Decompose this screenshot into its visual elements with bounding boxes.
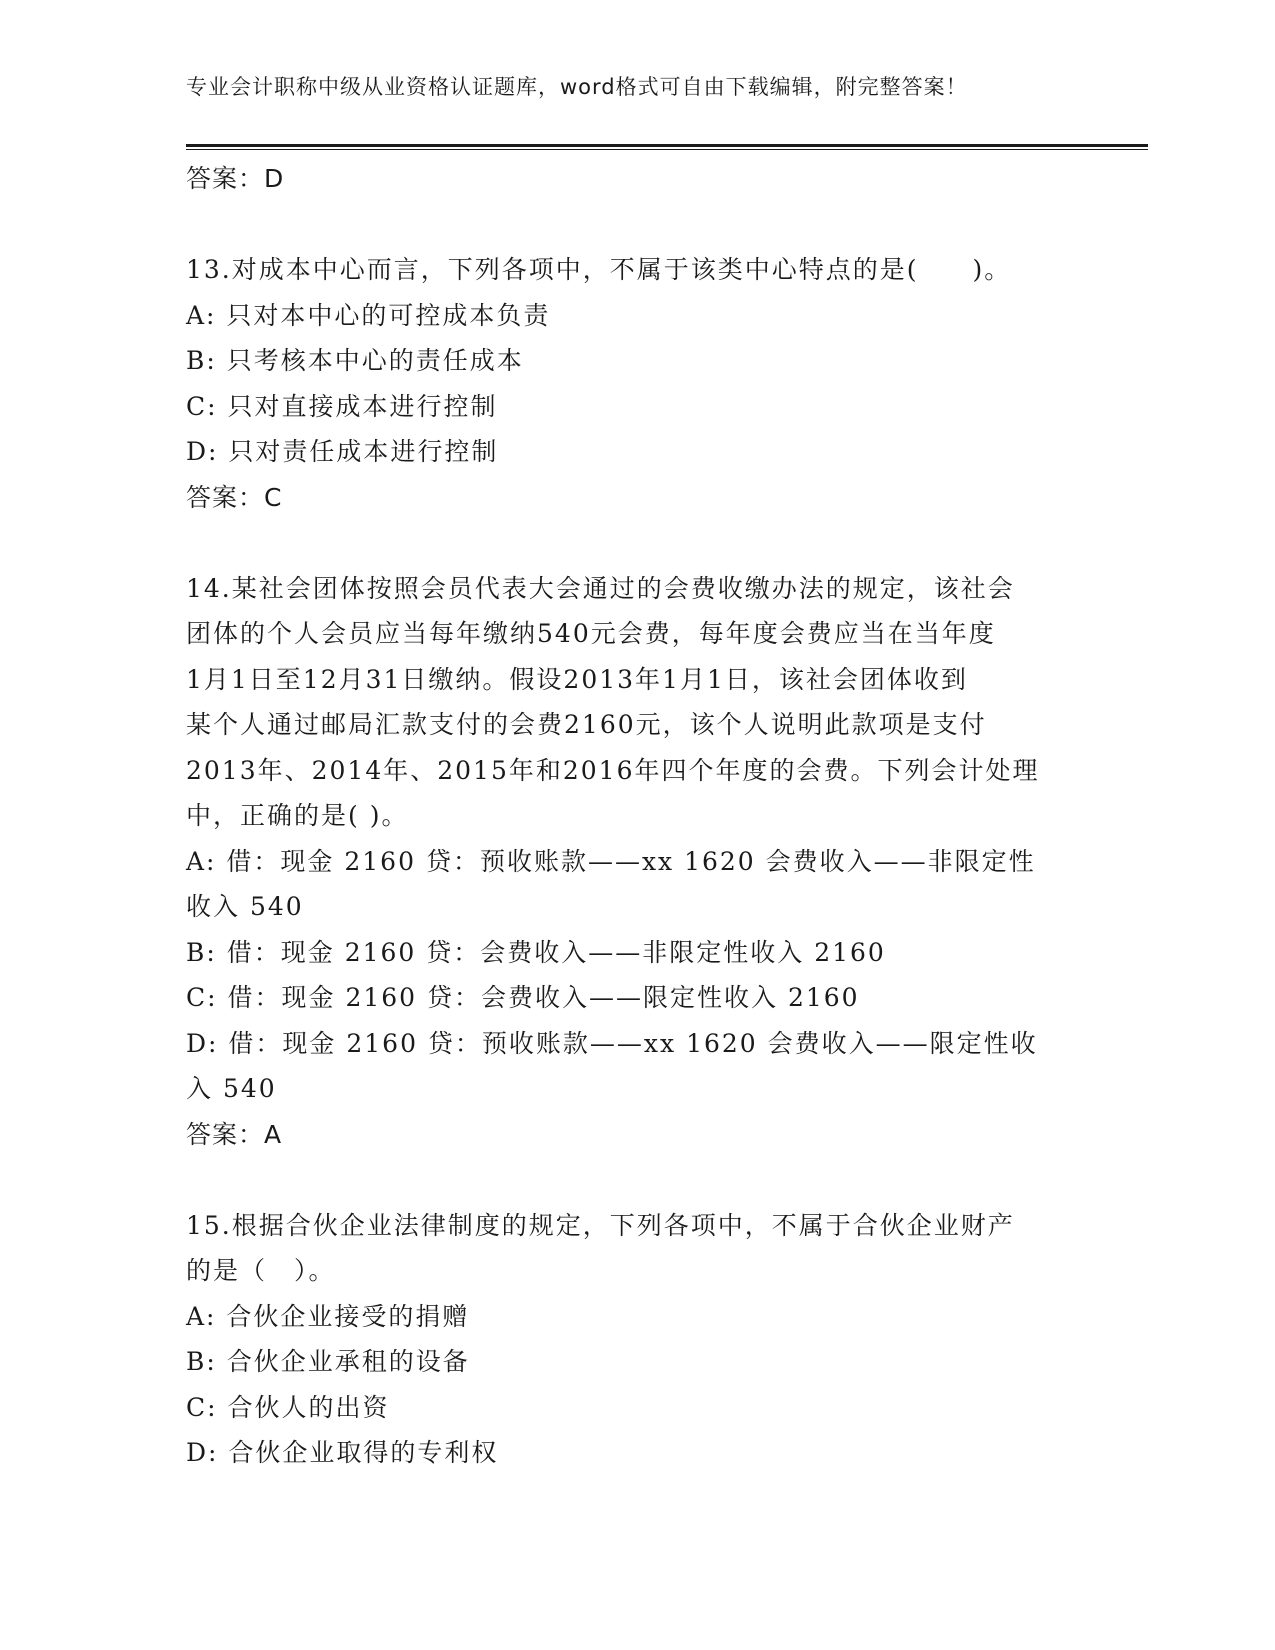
question-14-option-d: D: 借：现金 2160 贷：预收账款——xx 1620 会费收入——限定性收 [186, 1028, 1038, 1058]
spacer [186, 520, 1086, 566]
question-14-stem-line: 团体的个人会员应当每年缴纳540元会费，每年度会费应当在当年度 [186, 619, 996, 648]
question-15-stem-line: 15.根据合伙企业法律制度的规定，下列各项中，不属于合伙企业财产 [186, 1210, 1015, 1240]
answer-14: 答案：A [186, 1119, 283, 1149]
question-13-stem: 13.对成本中心而言，下列各项中，不属于该类中心特点的是( )。 [186, 255, 1012, 284]
question-13-option-c: C: 只对直接成本进行控制 [186, 391, 498, 421]
question-15 [186, 1203, 1086, 1476]
header-rule-thin [186, 149, 1148, 150]
question-15-option-d: D: 合伙企业取得的专利权 [186, 1438, 499, 1467]
question-15-option-a: A: 合伙企业接受的捐赠 [186, 1301, 470, 1331]
header-rule-thick [186, 144, 1148, 147]
question-13-option-b: B: 只考核本中心的责任成本 [186, 346, 524, 375]
question-13-option-d: D: 只对责任成本进行控制 [186, 437, 499, 466]
question-14-option-d-cont: 入 540 [186, 1074, 277, 1103]
question-15-option-c: C: 合伙人的出资 [186, 1392, 390, 1422]
spacer [186, 1157, 1086, 1203]
spacer [186, 202, 1086, 248]
question-14-stem-line: 14.某社会团体按照会员代表大会通过的会费收缴办法的规定，该社会 [186, 573, 1015, 603]
question-13-option-a: A: 只对本中心的可控成本负责 [186, 300, 551, 330]
page-header: 专业会计职称中级从业资格认证题库，word格式可自由下载编辑，附完整答案！ [186, 75, 968, 99]
question-13 [186, 247, 1086, 520]
question-14-option-c: C: 借：现金 2160 贷：会费收入——限定性收入 2160 [186, 983, 860, 1012]
question-14-option-a-cont: 收入 540 [186, 892, 304, 921]
question-14-stem-line: 1月1日至12月31日缴纳。假设2013年1月1日，该社会团体收到 [186, 664, 968, 694]
question-14-stem-line: 中，正确的是( )。 [186, 801, 409, 830]
answer-12: 答案：D [186, 164, 285, 193]
question-content [186, 156, 1086, 1476]
question-14-option-a: A: 借：现金 2160 贷：预收账款——xx 1620 会费收入——非限定性 [186, 846, 1036, 876]
question-14-stem-line: 某个人通过邮局汇款支付的会费2160元，该个人说明此款项是支付 [186, 710, 987, 739]
question-14 [186, 566, 1086, 1158]
answer-13: 答案：C [186, 482, 283, 512]
question-14-stem-line: 2013年、2014年、2015年和2016年四个年度的会费。下列会计处理 [186, 755, 1040, 785]
question-15-option-b: B: 合伙企业承租的设备 [186, 1347, 470, 1376]
question-14-option-b: B: 借：现金 2160 贷：会费收入——非限定性收入 2160 [186, 937, 886, 967]
question-15-stem-line: 的是（ ）。 [186, 1256, 336, 1285]
